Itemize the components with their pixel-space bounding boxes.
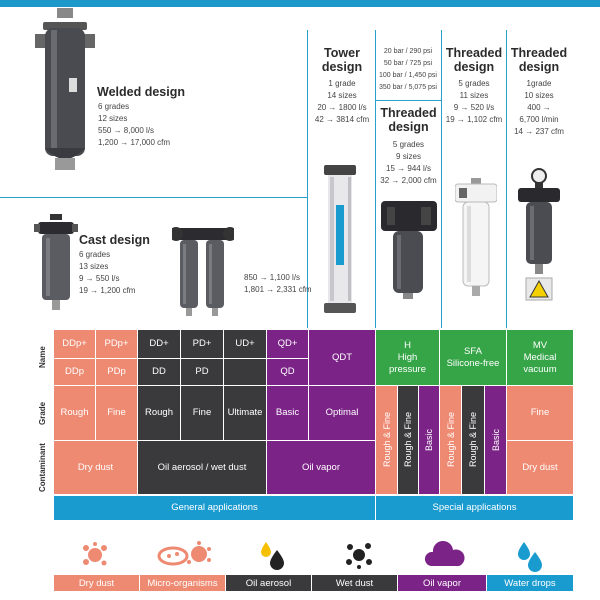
grade-fine: Fine xyxy=(96,386,137,440)
name-pd: PD xyxy=(181,359,223,385)
grade-rough: Rough xyxy=(54,386,95,440)
welded-design-title: Welded design xyxy=(97,85,185,99)
name-pdp-plus: PDp+ xyxy=(96,330,137,358)
contaminant-oil-vapor: Oil vapor xyxy=(267,441,375,494)
divider xyxy=(506,30,507,328)
grade-optimal: Optimal xyxy=(309,386,375,440)
tower-design-specs: 1 grade 14 sizes 20 → 1800 l/s 42 → 3814 cfm xyxy=(314,79,370,124)
threaded-sfa-title: Threaded design xyxy=(445,46,503,74)
threaded-hp-title: Threaded design xyxy=(380,106,437,134)
divider xyxy=(375,100,441,101)
legend-oil-vapor: Oil vapor xyxy=(398,575,486,591)
name-sfa-silicone-free: SFA Silicone-free xyxy=(440,330,506,385)
micro-organisms-icon xyxy=(155,540,215,570)
cast-design-specs: 6 grades 13 sizes 9 → 550 l/s 19 → 1,200 cfm xyxy=(79,250,136,295)
name-qd-plus: QD+ xyxy=(267,330,308,358)
name-ud-blank xyxy=(224,359,266,385)
h-grade-rough-fine-dark-label: Rough & Fine xyxy=(403,412,413,468)
high-pressure-ratings: 20 bar / 290 psi 50 bar / 725 psi 100 bar / 1,450 psi 350 bar / 5,075 psi xyxy=(379,48,437,91)
grade-basic: Basic xyxy=(267,386,308,440)
name-pdp: PDp xyxy=(96,359,137,385)
contaminant-oil-aerosol-wet-dust: Oil aerosol / wet dust xyxy=(138,441,266,494)
threaded-mv-specs: 1grade 10 sizes 400 → 6,700 l/min 14 → 237 cfm xyxy=(514,79,564,136)
sfa-grade-rough-fine-dark xyxy=(462,386,484,494)
h-grade-rough-fine xyxy=(376,386,397,494)
threaded-mv-title: Threaded design xyxy=(510,46,568,74)
h-grade-basic-label: Basic xyxy=(424,428,434,451)
cast-large-specs: 850 → 1,100 l/s 1,801 → 2,331 cfm xyxy=(244,273,312,294)
oil-vapor-icon xyxy=(425,540,465,570)
threaded-hp-specs: 5 grades 9 sizes 15 → 944 l/s 32 → 2,000 cfm xyxy=(380,140,437,185)
row-label-name: Name xyxy=(38,346,47,368)
divider xyxy=(0,197,307,198)
name-qd: QD xyxy=(267,359,308,385)
legend-dry-dust: Dry dust xyxy=(54,575,139,591)
grade-rough-dark: Rough xyxy=(138,386,180,440)
name-ddp: DDp xyxy=(54,359,95,385)
sfa-grade-basic xyxy=(485,386,506,494)
grade-ultimate: Ultimate xyxy=(224,386,266,440)
mv-grade-fine: Fine xyxy=(507,386,573,440)
h-grade-rough-fine-label: Rough & Fine xyxy=(381,412,392,468)
contaminant-dry-dust: Dry dust xyxy=(54,441,137,494)
divider xyxy=(441,30,442,328)
welded-design-specs: 6 grades 12 sizes 550 → 8,000 l/s 1,200 → 17,000 cfm xyxy=(98,102,171,147)
welded-filter-image xyxy=(35,8,95,178)
special-applications-banner: Special applications xyxy=(376,496,573,520)
sfa-grade-basic-label: Basic xyxy=(490,428,501,451)
tower-filter-image xyxy=(320,165,360,315)
cast-large-filter-image xyxy=(172,222,234,318)
sfa-grade-rough-fine xyxy=(440,386,461,494)
name-ud-plus: UD+ xyxy=(224,330,266,358)
threaded-hp-filter-image xyxy=(381,197,437,301)
name-qdt: QDT xyxy=(309,330,375,385)
sfa-grade-rough-fine-label: Rough & Fine xyxy=(445,412,456,468)
name-dd-plus: DD+ xyxy=(138,330,180,358)
h-grade-rough-fine-dark xyxy=(398,386,418,494)
dry-dust-icon xyxy=(80,540,110,570)
mv-contaminant-dry-dust: Dry dust xyxy=(507,441,573,494)
row-label-grade: Grade xyxy=(38,401,47,425)
h-grade-basic xyxy=(419,386,439,494)
top-accent-bar xyxy=(0,0,600,7)
cast-filter-image xyxy=(34,214,78,314)
legend-wet-dust: Wet dust xyxy=(312,575,397,591)
name-dd: DD xyxy=(138,359,180,385)
name-ddp-plus: DDp+ xyxy=(54,330,95,358)
legend-oil-aerosol: Oil aerosol xyxy=(226,575,311,591)
row-label-contaminant: Contaminant xyxy=(38,443,47,493)
oil-aerosol-icon xyxy=(257,540,287,572)
grade-fine-dark: Fine xyxy=(181,386,223,440)
name-pd-plus: PD+ xyxy=(181,330,223,358)
general-applications-banner: General applications xyxy=(54,496,375,520)
sfa-grade-rough-fine-dark-label: Rough & Fine xyxy=(468,412,478,468)
threaded-sfa-filter-image xyxy=(455,178,497,298)
legend-water-drops: Water drops xyxy=(487,575,573,591)
threaded-mv-filter-image xyxy=(516,168,562,304)
cast-design-title: Cast design xyxy=(79,233,150,247)
threaded-sfa-specs: 5 grades 11 sizes 9 → 520 l/s 19 → 1,102 cfm xyxy=(445,79,503,124)
name-mv-medical-vacuum: MV Medical vacuum xyxy=(507,330,573,385)
water-drops-icon xyxy=(514,540,544,572)
wet-dust-icon xyxy=(344,540,374,570)
name-h-high-pressure: H High pressure xyxy=(376,330,439,385)
legend-micro-organisms: Micro-organisms xyxy=(140,575,225,591)
tower-design-title: Tower design xyxy=(321,46,363,74)
